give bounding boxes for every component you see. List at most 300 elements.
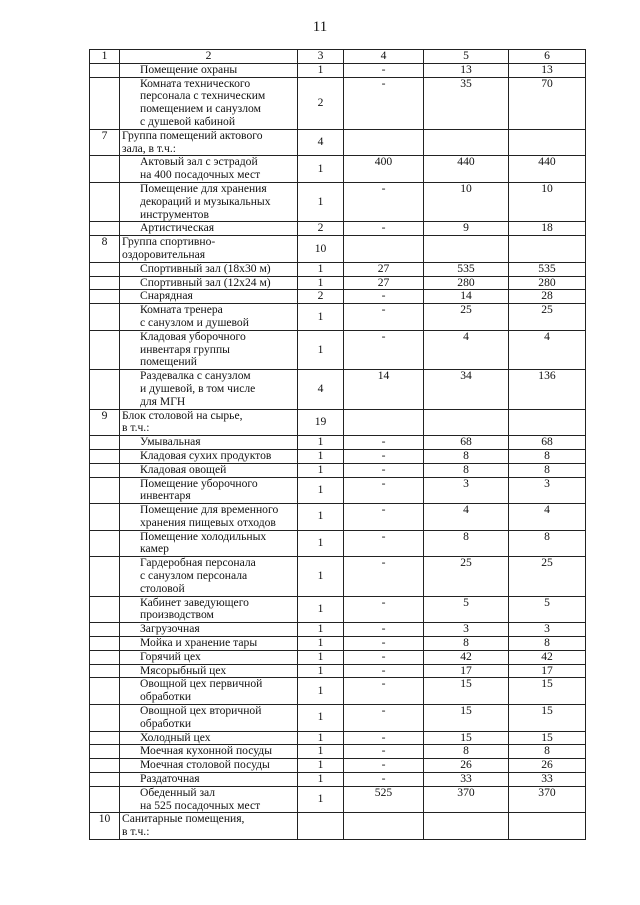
table-row (90, 664, 586, 678)
quantity-cell: 1 (298, 731, 344, 745)
row-number-cell (90, 436, 120, 450)
total-area-cell: 28 (509, 290, 586, 304)
total-area-cell (509, 129, 586, 156)
capacity-cell: - (344, 304, 424, 331)
quantity-cell: 1 (298, 463, 344, 477)
room-name-cell (120, 813, 298, 840)
capacity-cell: - (344, 504, 424, 531)
row-number-cell (90, 664, 120, 678)
row-number-cell (90, 276, 120, 290)
header-cell: 4 (344, 50, 424, 64)
capacity-cell (344, 236, 424, 263)
row-number-cell: 9 (90, 409, 120, 436)
capacity-cell: - (344, 63, 424, 77)
room-name-cell (120, 731, 298, 745)
room-name-line: на 525 посадочных мест (140, 798, 261, 812)
room-name-cell (120, 236, 298, 263)
area-cell: 26 (424, 759, 509, 773)
quantity-cell: 1 (298, 436, 344, 450)
total-area-cell: 8 (509, 745, 586, 759)
quantity-cell: 19 (298, 409, 344, 436)
area-cell: 8 (424, 463, 509, 477)
room-name-cell (120, 276, 298, 290)
room-name-cell (120, 504, 298, 531)
total-area-cell: 5 (509, 596, 586, 623)
room-name-cell (120, 304, 298, 331)
room-name-cell (120, 449, 298, 463)
area-cell (424, 813, 509, 840)
quantity-cell: 1 (298, 304, 344, 331)
area-cell: 34 (424, 370, 509, 409)
room-name-cell (120, 557, 298, 596)
table-row (90, 236, 586, 263)
table-row (90, 786, 586, 813)
room-name-line: и душевой, в том числе (140, 381, 256, 395)
room-name-line: с санузлом и душевой (140, 315, 249, 329)
room-name-line: персонала с техническим (140, 89, 266, 103)
room-name-cell (120, 786, 298, 813)
table-row (90, 370, 586, 409)
area-cell: 15 (424, 705, 509, 732)
room-name-cell (120, 262, 298, 276)
row-number-cell: 10 (90, 813, 120, 840)
row-number-cell (90, 745, 120, 759)
table-row (90, 449, 586, 463)
row-number-cell (90, 596, 120, 623)
quantity-cell: 1 (298, 330, 344, 369)
capacity-cell: - (344, 705, 424, 732)
capacity-cell: - (344, 650, 424, 664)
room-name-line: помещений (140, 355, 197, 369)
total-area-cell (509, 813, 586, 840)
room-name-line: Мясорыбный цех (140, 663, 227, 677)
room-name-line: Группа спортивно- (122, 235, 216, 249)
room-name-line: Актовый зал с эстрадой (140, 155, 258, 169)
room-name-line: помещением и санузлом (140, 102, 261, 116)
room-name-line: Снарядная (140, 289, 193, 303)
total-area-cell: 10 (509, 182, 586, 221)
quantity-cell: 1 (298, 182, 344, 221)
total-area-cell: 15 (509, 731, 586, 745)
header-cell: 6 (509, 50, 586, 64)
capacity-cell: 27 (344, 276, 424, 290)
quantity-cell: 4 (298, 370, 344, 409)
row-number-cell (90, 759, 120, 773)
table-row (90, 650, 586, 664)
capacity-cell: - (344, 557, 424, 596)
room-name-cell (120, 759, 298, 773)
room-name-cell (120, 596, 298, 623)
room-name-cell (120, 637, 298, 651)
room-name-line: Раздаточная (140, 772, 200, 786)
table-row (90, 262, 586, 276)
table-row (90, 330, 586, 369)
quantity-cell: 1 (298, 773, 344, 787)
total-area-cell: 25 (509, 304, 586, 331)
page-number: 11 (312, 19, 328, 35)
room-name-line: Спортивный зал (18х30 м) (140, 261, 271, 275)
row-number-cell (90, 530, 120, 557)
capacity-cell: - (344, 477, 424, 504)
room-name-line: Мойка и хранение тары (140, 636, 258, 650)
room-name-cell (120, 664, 298, 678)
room-name-line: в т.ч.: (122, 421, 150, 435)
row-number-cell (90, 786, 120, 813)
row-number-cell (90, 477, 120, 504)
area-cell: 35 (424, 77, 509, 129)
room-name-line: зала, в т.ч.: (122, 141, 176, 155)
room-name-line: Раздевалка с санузлом (140, 369, 251, 383)
table-row (90, 557, 586, 596)
room-name-cell (120, 773, 298, 787)
area-cell: 280 (424, 276, 509, 290)
total-area-cell: 3 (509, 623, 586, 637)
quantity-cell: 1 (298, 786, 344, 813)
capacity-cell (344, 129, 424, 156)
total-area-cell: 42 (509, 650, 586, 664)
capacity-cell: - (344, 77, 424, 129)
total-area-cell: 68 (509, 436, 586, 450)
capacity-cell: - (344, 463, 424, 477)
room-name-cell (120, 530, 298, 557)
row-number-cell (90, 449, 120, 463)
room-name-cell (120, 63, 298, 77)
quantity-cell: 1 (298, 637, 344, 651)
row-number-cell (90, 330, 120, 369)
table-row (90, 304, 586, 331)
quantity-cell: 1 (298, 449, 344, 463)
area-cell (424, 236, 509, 263)
quantity-cell: 1 (298, 678, 344, 705)
room-name-cell (120, 745, 298, 759)
table-row (90, 745, 586, 759)
total-area-cell: 25 (509, 557, 586, 596)
room-name-line: для МГН (140, 394, 186, 408)
table-row (90, 409, 586, 436)
table-row (90, 596, 586, 623)
total-area-cell: 15 (509, 705, 586, 732)
row-number-cell (90, 222, 120, 236)
room-name-line: Комната тренера (140, 303, 223, 317)
room-name-line: на 400 посадочных мест (140, 168, 261, 182)
room-name-line: инвентаря (140, 489, 191, 503)
quantity-cell: 1 (298, 759, 344, 773)
capacity-cell: - (344, 745, 424, 759)
quantity-cell: 1 (298, 262, 344, 276)
row-number-cell (90, 290, 120, 304)
area-cell: 15 (424, 678, 509, 705)
room-name-line: Холодный цех (140, 730, 211, 744)
table-row (90, 63, 586, 77)
total-area-cell: 26 (509, 759, 586, 773)
total-area-cell: 70 (509, 77, 586, 129)
room-name-line: Блок столовой на сырье, (122, 408, 243, 422)
row-number-cell (90, 156, 120, 183)
table-row (90, 504, 586, 531)
table-row (90, 759, 586, 773)
total-area-cell: 17 (509, 664, 586, 678)
quantity-cell: 1 (298, 477, 344, 504)
table-row (90, 731, 586, 745)
table-row (90, 77, 586, 129)
capacity-cell: - (344, 678, 424, 705)
total-area-cell: 15 (509, 678, 586, 705)
room-name-line: камер (140, 542, 169, 556)
room-name-line: Загрузочная (140, 622, 200, 636)
capacity-cell: - (344, 773, 424, 787)
area-cell: 8 (424, 745, 509, 759)
row-number-cell (90, 182, 120, 221)
capacity-cell: - (344, 596, 424, 623)
room-name-line: декораций и музыкальных (140, 194, 271, 208)
room-name-cell (120, 182, 298, 221)
room-name-line: Кладовая сухих продуктов (140, 448, 272, 462)
room-name-line: Овощной цех вторичной (140, 704, 262, 718)
area-cell: 25 (424, 557, 509, 596)
room-name-line: обработки (140, 716, 192, 730)
area-cell: 68 (424, 436, 509, 450)
room-name-line: обработки (140, 690, 192, 704)
table-row (90, 623, 586, 637)
quantity-cell: 1 (298, 504, 344, 531)
room-name-line: оздоровительная (122, 247, 206, 261)
quantity-cell: 1 (298, 650, 344, 664)
capacity-cell: 27 (344, 262, 424, 276)
capacity-cell: - (344, 436, 424, 450)
room-name-line: Обеденный зал (140, 785, 216, 799)
total-area-cell: 4 (509, 504, 586, 531)
row-number-cell (90, 678, 120, 705)
row-number-cell (90, 262, 120, 276)
row-number-cell: 8 (90, 236, 120, 263)
room-name-line: Кладовая овощей (140, 462, 227, 476)
room-name-line: Кабинет заведующего (140, 595, 249, 609)
table-row (90, 290, 586, 304)
row-number-cell (90, 557, 120, 596)
total-area-cell (509, 236, 586, 263)
table-row (90, 436, 586, 450)
area-cell: 8 (424, 637, 509, 651)
room-name-cell (120, 156, 298, 183)
room-name-line: Комната технического (140, 76, 251, 90)
table-row (90, 276, 586, 290)
table-row (90, 182, 586, 221)
room-name-line: хранения пищевых отходов (140, 515, 276, 529)
room-name-line: Спортивный зал (12х24 м) (140, 275, 271, 289)
area-cell: 535 (424, 262, 509, 276)
row-number-cell (90, 504, 120, 531)
quantity-cell: 1 (298, 596, 344, 623)
row-number-cell (90, 623, 120, 637)
total-area-cell: 33 (509, 773, 586, 787)
area-cell: 3 (424, 477, 509, 504)
quantity-cell: 1 (298, 557, 344, 596)
capacity-cell: - (344, 637, 424, 651)
area-cell: 25 (424, 304, 509, 331)
table-row (90, 156, 586, 183)
quantity-cell: 4 (298, 129, 344, 156)
room-name-cell (120, 290, 298, 304)
room-name-cell (120, 370, 298, 409)
room-name-cell (120, 77, 298, 129)
room-name-cell (120, 650, 298, 664)
row-number-cell (90, 773, 120, 787)
room-name-cell (120, 129, 298, 156)
total-area-cell: 18 (509, 222, 586, 236)
area-cell: 33 (424, 773, 509, 787)
room-name-line: инвентаря группы (140, 342, 230, 356)
area-cell: 15 (424, 731, 509, 745)
area-cell: 4 (424, 504, 509, 531)
room-name-line: Моечная столовой посуды (140, 758, 270, 772)
header-cell: 5 (424, 50, 509, 64)
room-name-line: инструментов (140, 207, 209, 221)
total-area-cell: 8 (509, 530, 586, 557)
room-name-cell (120, 409, 298, 436)
area-cell: 10 (424, 182, 509, 221)
table-row (90, 129, 586, 156)
quantity-cell: 1 (298, 664, 344, 678)
quantity-cell: 1 (298, 156, 344, 183)
table-row (90, 678, 586, 705)
area-cell: 5 (424, 596, 509, 623)
quantity-cell: 1 (298, 530, 344, 557)
area-cell: 370 (424, 786, 509, 813)
room-name-line: в т.ч.: (122, 825, 150, 839)
room-name-cell (120, 463, 298, 477)
total-area-cell: 8 (509, 449, 586, 463)
area-cell: 3 (424, 623, 509, 637)
room-name-line: Помещение уборочного (140, 476, 258, 490)
capacity-cell: - (344, 530, 424, 557)
table-row (90, 477, 586, 504)
quantity-cell: 1 (298, 623, 344, 637)
quantity-cell: 1 (298, 276, 344, 290)
row-number-cell (90, 370, 120, 409)
room-name-cell (120, 330, 298, 369)
capacity-cell: 400 (344, 156, 424, 183)
quantity-cell: 2 (298, 222, 344, 236)
room-name-line: Гардеробная персонала (140, 556, 256, 570)
total-area-cell: 370 (509, 786, 586, 813)
area-cell: 8 (424, 449, 509, 463)
room-name-line: с душевой кабиной (140, 114, 236, 128)
room-name-line: Артистическая (140, 221, 215, 235)
total-area-cell: 4 (509, 330, 586, 369)
table-body (90, 50, 586, 840)
table-row (90, 813, 586, 840)
row-number-cell (90, 637, 120, 651)
room-name-line: производством (140, 608, 214, 622)
room-name-line: Моечная кухонной посуды (140, 744, 272, 758)
table-row (90, 463, 586, 477)
room-name-line: Овощной цех первичной (140, 677, 263, 691)
row-number-cell (90, 650, 120, 664)
row-number-cell: 7 (90, 129, 120, 156)
area-cell (424, 129, 509, 156)
row-number-cell (90, 463, 120, 477)
area-cell: 9 (424, 222, 509, 236)
row-number-cell (90, 731, 120, 745)
quantity-cell: 2 (298, 290, 344, 304)
area-cell: 4 (424, 330, 509, 369)
room-name-cell (120, 705, 298, 732)
table-row (90, 530, 586, 557)
room-name-line: Группа помещений актового (122, 128, 263, 142)
total-area-cell: 535 (509, 262, 586, 276)
capacity-cell: - (344, 222, 424, 236)
total-area-cell: 280 (509, 276, 586, 290)
room-name-line: Помещение холодильных (140, 529, 267, 543)
quantity-cell: 1 (298, 63, 344, 77)
capacity-cell: - (344, 664, 424, 678)
header-cell: 2 (120, 50, 298, 64)
capacity-cell: - (344, 731, 424, 745)
area-cell: 8 (424, 530, 509, 557)
area-cell (424, 409, 509, 436)
total-area-cell: 3 (509, 477, 586, 504)
room-name-line: Умывальная (140, 435, 201, 449)
room-name-line: Помещение для временного (140, 503, 279, 517)
room-name-cell (120, 222, 298, 236)
room-name-line: Помещение охраны (140, 62, 238, 76)
row-number-cell (90, 705, 120, 732)
area-cell: 440 (424, 156, 509, 183)
room-name-cell (120, 678, 298, 705)
area-cell: 42 (424, 650, 509, 664)
total-area-cell: 440 (509, 156, 586, 183)
table-row (90, 222, 586, 236)
room-name-line: с санузлом персонала (140, 569, 248, 583)
capacity-cell: - (344, 330, 424, 369)
capacity-cell: 14 (344, 370, 424, 409)
room-name-cell (120, 436, 298, 450)
capacity-cell: - (344, 182, 424, 221)
row-number-cell (90, 63, 120, 77)
capacity-cell: - (344, 290, 424, 304)
total-area-cell: 8 (509, 637, 586, 651)
capacity-cell: - (344, 623, 424, 637)
area-cell: 17 (424, 664, 509, 678)
capacity-cell: 525 (344, 786, 424, 813)
room-name-line: Кладовая уборочного (140, 329, 246, 343)
header-cell: 3 (298, 50, 344, 64)
room-name-line: Горячий цех (140, 649, 201, 663)
quantity-cell: 1 (298, 705, 344, 732)
room-name-line: столовой (140, 581, 185, 595)
room-name-cell (120, 477, 298, 504)
capacity-cell: - (344, 759, 424, 773)
area-cell: 14 (424, 290, 509, 304)
room-name-line: Санитарные помещения, (122, 812, 245, 826)
quantity-cell: 1 (298, 745, 344, 759)
room-name-cell (120, 623, 298, 637)
total-area-cell: 136 (509, 370, 586, 409)
table-row (90, 773, 586, 787)
row-number-cell (90, 77, 120, 129)
capacity-cell (344, 813, 424, 840)
capacity-cell: - (344, 449, 424, 463)
quantity-cell: 10 (298, 236, 344, 263)
row-number-cell (90, 304, 120, 331)
total-area-cell: 13 (509, 63, 586, 77)
total-area-cell: 8 (509, 463, 586, 477)
rooms-table (89, 49, 586, 840)
table-row (90, 637, 586, 651)
table-header-row (90, 50, 586, 64)
total-area-cell (509, 409, 586, 436)
capacity-cell (344, 409, 424, 436)
